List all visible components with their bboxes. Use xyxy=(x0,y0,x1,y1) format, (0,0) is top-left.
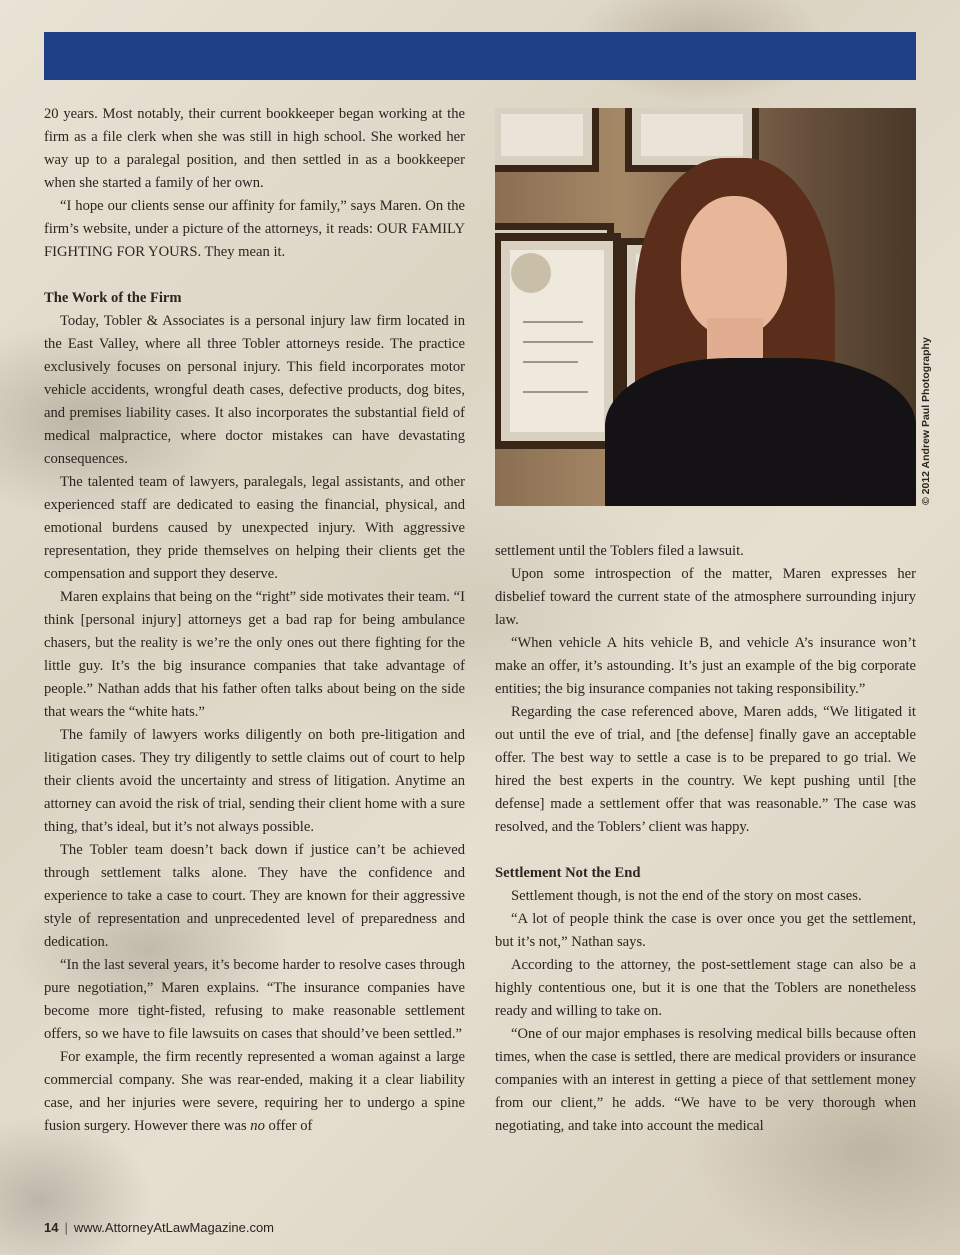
text-run: For example, the firm recently represented a woman against a large commercial company. She was rear-ended, making it a clear liability case, and her injuries were severe, requiring her to undergo a spine fusion surgery. However there was xyxy=(44,1049,465,1134)
paragraph: The Tobler team doesn’t back down if justice can’t be achieved through settlement talks alone. They have the confidence and experience to take a case to court. They are known for their aggressive style of representation and unprecedented level of preparedness and dedication. xyxy=(44,842,465,950)
paragraph: settlement until the Toblers filed a lawsuit. xyxy=(495,543,744,559)
divider xyxy=(523,341,593,343)
divider xyxy=(523,391,588,393)
paragraph: Upon some introspection of the matter, Maren expresses her disbelief toward the current state of the atmosphere surrounding injury law. xyxy=(495,566,916,628)
divider xyxy=(523,361,578,363)
paragraph: “I hope our clients sense our affinity for family,” says Maren. On the firm’s website, under a picture of the attorneys, it reads: OUR FAMILY FIGHTING FOR YOURS. They mean it. xyxy=(44,198,465,260)
page-footer xyxy=(44,1220,274,1235)
page-number: 14 xyxy=(44,1220,59,1235)
attorney-photo xyxy=(495,108,916,506)
portrait-body xyxy=(605,358,916,506)
header-banner xyxy=(44,32,916,80)
paragraph: Settlement though, is not the end of the story on most cases. xyxy=(511,888,862,904)
footer-separator: | xyxy=(64,1220,68,1235)
paragraph: 20 years. Most notably, their current bookkeeper began working at the firm as a file clerk when she was still in high school. She worked her way up to a paralegal position, and then settled in as a bookkeeper when she started a family of her own. xyxy=(44,106,465,191)
paragraph: According to the attorney, the post-settlement stage can also be a highly contentious one, but it is one that the Toblers are nonetheless ready and willing to take on. xyxy=(495,957,916,1019)
portrait-face xyxy=(681,196,787,336)
picture-frame xyxy=(495,108,599,172)
seal-icon xyxy=(511,253,551,293)
paragraph: Regarding the case referenced above, Maren adds, “We litigated it out until the eve of trial, and [the defense] finally gave an acceptable offer. The best way to settle a case is to be prepared to go trial. We hired the best experts in the country. We kept pushing until [the defense] made a settlement offer that was reasonable.” The case was resolved, and the Toblers’ client was happy. xyxy=(495,704,916,835)
paragraph: “In the last several years, it’s become harder to resolve cases through pure negotiation,” Maren explains. “The insurance companies have become more tight-fisted, refusing to make reasonable settlement offers, so we have to file lawsuits on cases that should’ve been settled.” xyxy=(44,957,465,1042)
paragraph: Today, Tobler & Associates is a personal injury law firm located in the East Valley, where all three Tobler attorneys reside. The practice exclusively focuses on personal injury. This field incorporates motor vehicle accidents, wrongful death cases, defective products, dog bites, and premises liability cases. It also incorporates the substantial field of medical malpractice, where doctor mistakes can have devastating consequences. xyxy=(44,313,465,467)
diploma-frame xyxy=(495,233,621,449)
section-heading: Settlement Not the End xyxy=(495,865,641,881)
paragraph: “When vehicle A hits vehicle B, and vehicle A’s insurance won’t make an offer, it’s astounding. It’s just an example of the big corporate entities; the big insurance companies not taking responsibility.” xyxy=(495,635,916,697)
paragraph: Maren explains that being on the “right” side motivates their team. “I think [personal injury] attorneys get a bad rap for being ambulance chasers, but the reality is we’re the only ones out there fighting for the little guy. It’s the big insurance companies that take advantage of people.” Nathan adds that his father often talks about being on the side that wears the “white hats.” xyxy=(44,589,465,720)
paragraph: The family of lawyers works diligently on both pre-litigation and litigation cases. They try diligently to settle claims out of court to help their clients avoid the uncertainty and stress of litigation. Anytime an attorney can avoid the risk of trial, sending their client home with a sure thing, that’s ideal, but it’s not always possible. xyxy=(44,727,465,835)
website-link[interactable]: www.AttorneyAtLawMagazine.com xyxy=(73,1220,275,1235)
divider xyxy=(523,321,583,323)
emphasis: no xyxy=(250,1118,265,1134)
paragraph: “One of our major emphases is resolving medical bills because often times, when the case is settled, there are medical providers or insurance companies with an interest in getting a piece of that settlement money from our client,” he adds. “We have to be very thorough when negotiating, and take into account the medical xyxy=(495,1026,916,1134)
paragraph: The talented team of lawyers, paralegals, legal assistants, and other experienced staff are dedicated to easing the financial, physical, and emotional burdens caused by unexpected injury. With aggressive representation, they pride themselves on helping their clients get the compensation and support they deserve. xyxy=(44,474,465,582)
photo-credit: © 2012 Andrew Paul Photography xyxy=(920,337,932,505)
right-column xyxy=(495,540,916,1138)
paragraph: “A lot of people think the case is over once you get the settlement, but it’s not,” Nathan says. xyxy=(495,911,916,950)
section-heading: The Work of the Firm xyxy=(44,290,182,306)
left-column xyxy=(44,103,465,1138)
paragraph xyxy=(44,1046,465,1138)
text-run: offer of xyxy=(264,1118,313,1134)
